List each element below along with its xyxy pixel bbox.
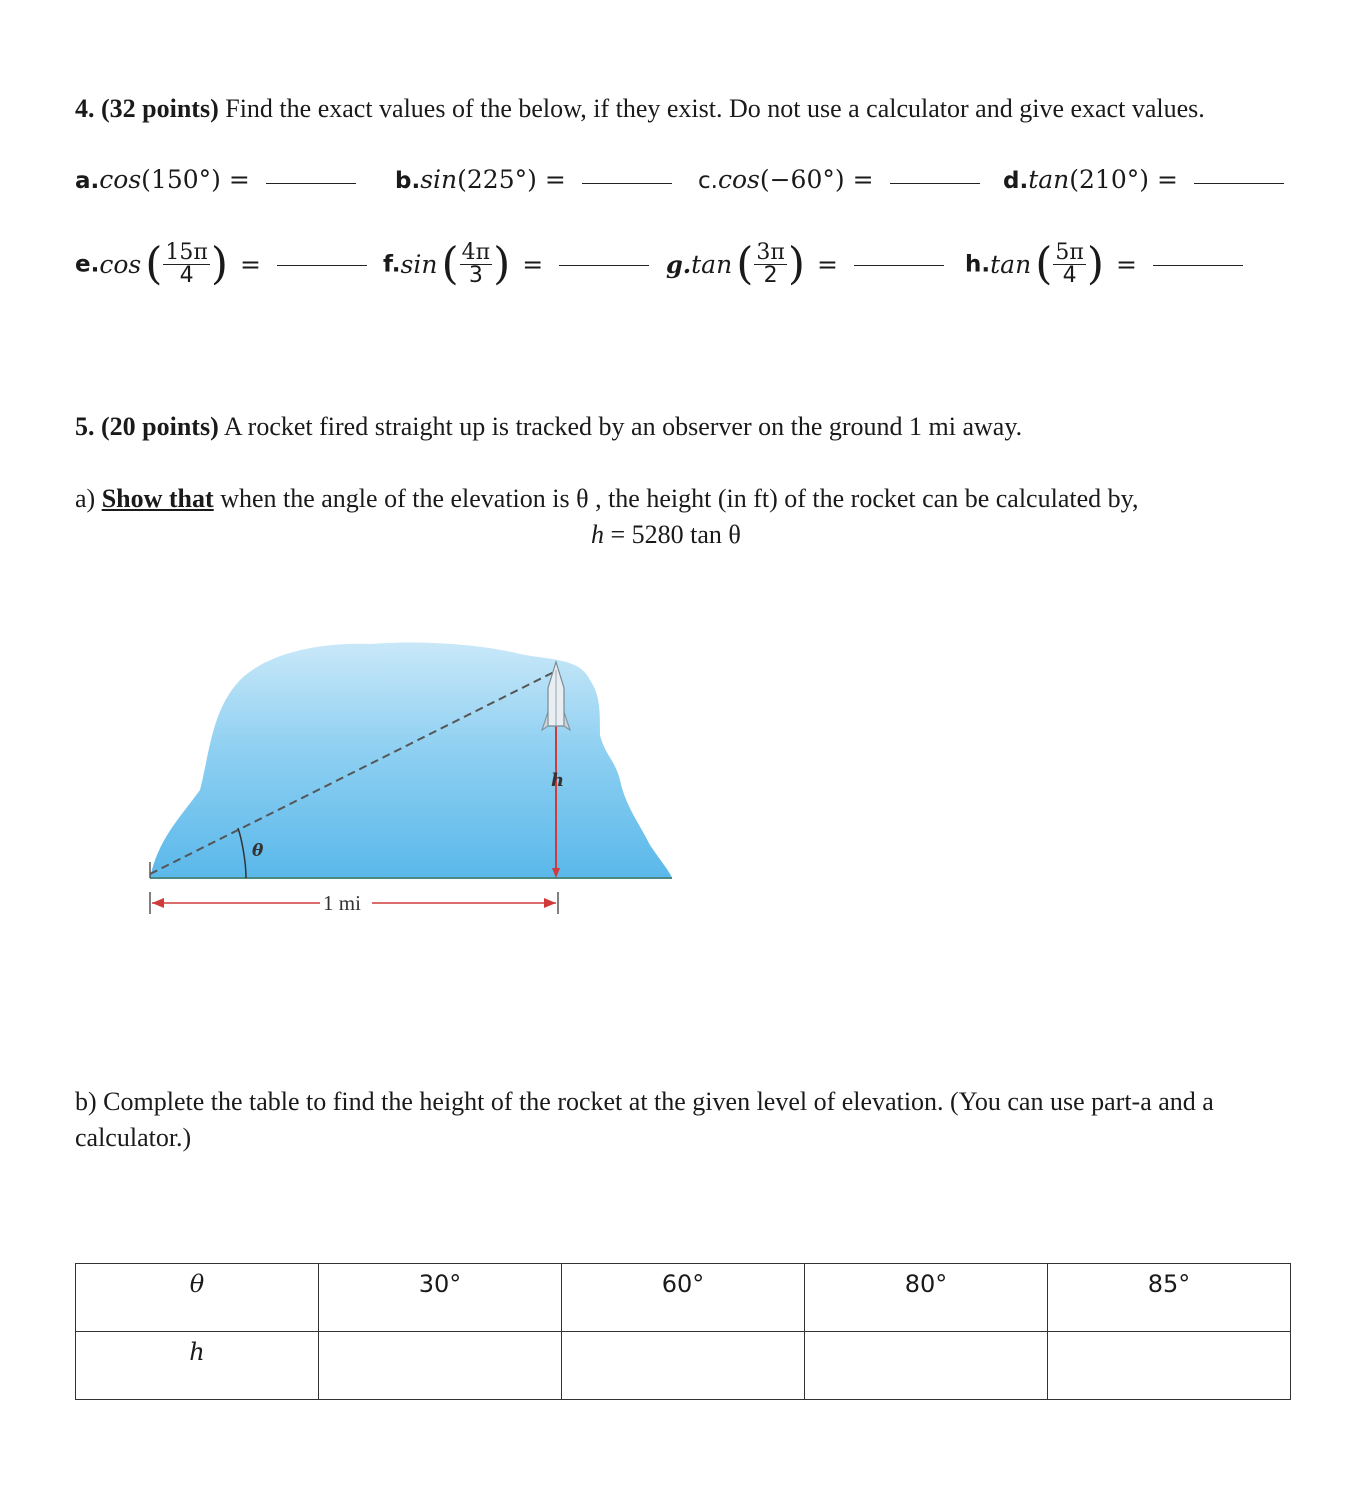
formula: h = 5280 tan θ	[591, 520, 741, 549]
q4-item-g: g.tan ( $\frac{3\pi}{2}$ ) =	[666, 242, 944, 287]
answer-blank-d[interactable]	[1194, 182, 1284, 184]
theta-label: θ	[252, 841, 264, 861]
table-cell-h-80[interactable]	[805, 1332, 1048, 1400]
height-table	[75, 1263, 1291, 1400]
q5-number: 5.	[75, 412, 95, 441]
q4-instruction: Find the exact values of the below, if they exist. Do not use a calculator and give exact values.	[225, 94, 1205, 123]
show-that-emphasis: Show that	[101, 484, 214, 513]
table-cell-h-85[interactable]	[1048, 1332, 1291, 1400]
table-row	[76, 1332, 1291, 1400]
rocket-diagram	[130, 640, 690, 930]
q5-part-a: a) Show that when the angle of the elevation is θ , the height (in ft) of the rocket can be calculated by,	[75, 484, 1139, 513]
q4-item-e: e.cos ( $\frac{15\pi}{4}$ ) =	[75, 242, 367, 287]
q4-points: (32 points)	[101, 94, 219, 123]
distance-arrow-left	[152, 898, 164, 908]
h-label: h	[551, 770, 565, 791]
fraction-f: $\frac{4\pi}{3}$	[461, 240, 491, 288]
table-cell-h-header: h	[76, 1332, 319, 1400]
q4-header	[75, 94, 1205, 124]
q4-item-a: a.cos(150°) =	[75, 165, 356, 194]
answer-blank-g[interactable]	[854, 264, 944, 266]
fraction-g: $\frac{3\pi}{2}$	[756, 240, 785, 288]
table-cell-theta-header: θ	[76, 1264, 319, 1332]
distance-label: 1 mi	[323, 891, 361, 915]
q5-part-b-line2: calculator.)	[75, 1123, 192, 1152]
fraction-h: $\frac{5\pi}{4}$	[1055, 240, 1084, 288]
table-cell-h-30[interactable]	[319, 1332, 562, 1400]
answer-blank-b[interactable]	[582, 182, 672, 184]
q5-intro: A rocket fired straight up is tracked by an observer on the ground 1 mi away.	[223, 412, 1023, 441]
q5-header	[75, 412, 1022, 442]
answer-blank-a[interactable]	[266, 182, 356, 184]
sky-cloud-shape	[150, 642, 672, 878]
table-cell-30: 30°	[319, 1264, 562, 1332]
answer-blank-c[interactable]	[890, 182, 980, 184]
q4-item-h: h.tan ( $\frac{5\pi}{4}$ ) =	[965, 242, 1243, 287]
table-cell-60: 60°	[562, 1264, 805, 1332]
q5-part-b-line1: b) Complete the table to find the height of the rocket at the given level of elevation. (You can use part-a and a	[75, 1087, 1214, 1116]
q4-item-d: d.tan(210°) =	[1003, 165, 1284, 194]
table-row	[76, 1264, 1291, 1332]
q4-item-b: b.sin(225°) =	[395, 165, 672, 194]
fraction-e: $\frac{15\pi}{4}$	[165, 240, 208, 288]
distance-arrow-right	[544, 898, 556, 908]
q4-number: 4.	[75, 94, 95, 123]
table-cell-85: 85°	[1048, 1264, 1291, 1332]
table-cell-h-60[interactable]	[562, 1332, 805, 1400]
answer-blank-e[interactable]	[277, 264, 367, 266]
q4-item-f: f.sin ( $\frac{4\pi}{3}$ ) =	[383, 242, 649, 287]
answer-blank-h[interactable]	[1153, 264, 1243, 266]
table-cell-80: 80°	[805, 1264, 1048, 1332]
q5-points: (20 points)	[101, 412, 219, 441]
answer-blank-f[interactable]	[559, 264, 649, 266]
q4-item-c: c.cos(−60°) =	[698, 165, 980, 194]
